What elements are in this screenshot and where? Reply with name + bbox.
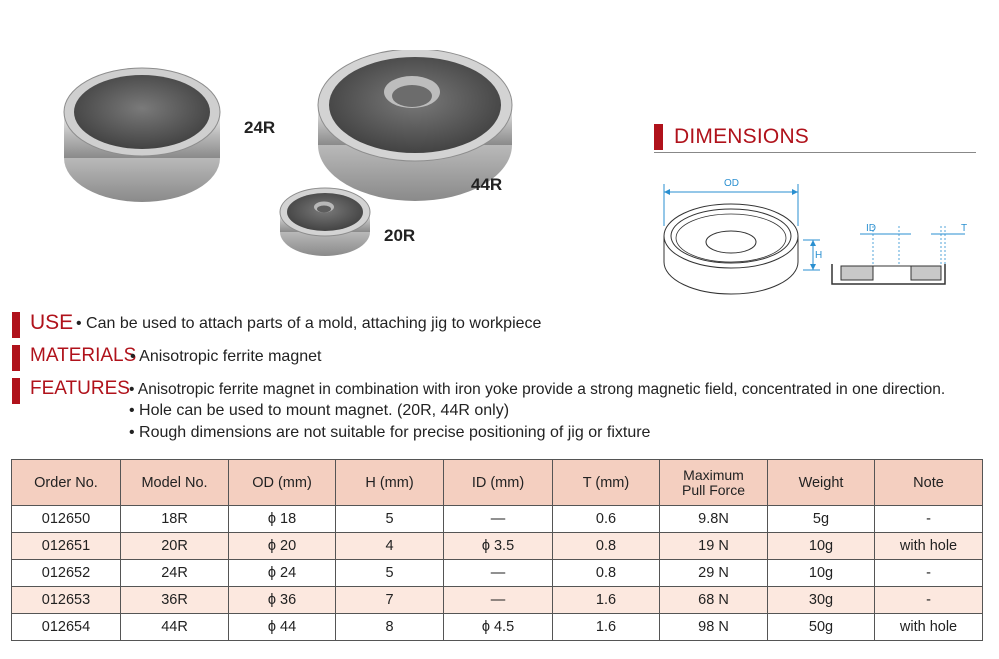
cell-weight: 10g (768, 533, 875, 560)
header-t: T (mm) (553, 460, 660, 506)
od-label: OD (724, 178, 739, 189)
dimension-drawing (655, 170, 975, 300)
cell-od: ϕ 36 (229, 587, 336, 614)
header-id: ID (mm) (444, 460, 553, 506)
cell-order-no: 012652 (12, 560, 121, 587)
cell-h: 4 (336, 533, 444, 560)
dimensions-title: DIMENSIONS (674, 125, 810, 148)
cell-id: ϕ 3.5 (444, 533, 553, 560)
cell-pull-force: 9.8N (660, 506, 768, 533)
table-header-row (12, 460, 983, 506)
label-20r: 20R (384, 226, 416, 245)
cell-model-no: 44R (121, 614, 229, 641)
features-bar (12, 378, 20, 404)
cell-note: with hole (875, 614, 983, 641)
h-label: H (815, 250, 823, 261)
cell-t: 0.8 (553, 533, 660, 560)
header-note: Note (875, 460, 983, 506)
table-row (12, 587, 983, 614)
cell-note: - (875, 560, 983, 587)
id-label: ID (866, 223, 876, 234)
header-h: H (mm) (336, 460, 444, 506)
cell-order-no: 012650 (12, 506, 121, 533)
spec-table (11, 459, 983, 641)
magnet-20r (280, 188, 370, 256)
magnet-photos (50, 50, 530, 260)
materials-title: MATERIALS (30, 345, 137, 366)
cell-t: 1.6 (553, 614, 660, 641)
cell-note: with hole (875, 533, 983, 560)
table-row (12, 506, 983, 533)
header-max-line1: Maximum (683, 466, 744, 483)
cell-id: ϕ 4.5 (444, 614, 553, 641)
features-bullet-3: • Rough dimensions are not suitable for precise positioning of jig or fixture (129, 424, 651, 441)
use-bullet: • Can be used to attach parts of a mold, attaching jig to workpiece (76, 315, 542, 332)
cell-pull-force: 29 N (660, 560, 768, 587)
header-max-pull-force (660, 460, 768, 506)
cell-h: 7 (336, 587, 444, 614)
cell-note: - (875, 587, 983, 614)
use-bar (12, 312, 20, 338)
materials-bullet: • Anisotropic ferrite magnet (130, 348, 322, 365)
cell-pull-force: 19 N (660, 533, 768, 560)
dimensions-header (654, 124, 976, 153)
header-weight: Weight (768, 460, 875, 506)
cell-model-no: 24R (121, 560, 229, 587)
magnet-24r (64, 68, 220, 202)
cell-weight: 30g (768, 587, 875, 614)
use-title: USE (30, 311, 74, 334)
cell-h: 5 (336, 560, 444, 587)
table-row (12, 533, 983, 560)
cell-order-no: 012653 (12, 587, 121, 614)
materials-bar (12, 345, 20, 371)
features-bullet-1: • Anisotropic ferrite magnet in combination with iron yoke provide a strong magnetic field, concentrated in one direction. (129, 381, 946, 398)
header-od: OD (mm) (229, 460, 336, 506)
cell-od: ϕ 18 (229, 506, 336, 533)
cell-id: — (444, 506, 553, 533)
cell-id: — (444, 560, 553, 587)
header-max-line2: Pull Force (681, 481, 746, 498)
cell-t: 0.8 (553, 560, 660, 587)
label-44r: 44R (471, 175, 503, 194)
cell-h: 5 (336, 506, 444, 533)
features-title: FEATURES (30, 378, 130, 399)
dimensions-bar (654, 124, 663, 150)
label-24r: 24R (244, 118, 276, 137)
cell-note: - (875, 506, 983, 533)
cell-t: 0.6 (553, 506, 660, 533)
cell-h: 8 (336, 614, 444, 641)
cell-od: ϕ 20 (229, 533, 336, 560)
cell-model-no: 18R (121, 506, 229, 533)
table-row (12, 560, 983, 587)
table-row (12, 614, 983, 641)
cell-weight: 10g (768, 560, 875, 587)
header-order-no: Order No. (12, 460, 121, 506)
cell-model-no: 20R (121, 533, 229, 560)
features-bullet-2: • Hole can be used to mount magnet. (20R, 44R only) (129, 402, 510, 419)
cell-order-no: 012654 (12, 614, 121, 641)
t-label: T (961, 223, 968, 234)
cell-od: ϕ 44 (229, 614, 336, 641)
header-model-no: Model No. (121, 460, 229, 506)
cell-model-no: 36R (121, 587, 229, 614)
cell-id: — (444, 587, 553, 614)
cell-weight: 5g (768, 506, 875, 533)
cell-t: 1.6 (553, 587, 660, 614)
cell-od: ϕ 24 (229, 560, 336, 587)
cell-pull-force: 68 N (660, 587, 768, 614)
cell-order-no: 012651 (12, 533, 121, 560)
cell-weight: 50g (768, 614, 875, 641)
cell-pull-force: 98 N (660, 614, 768, 641)
